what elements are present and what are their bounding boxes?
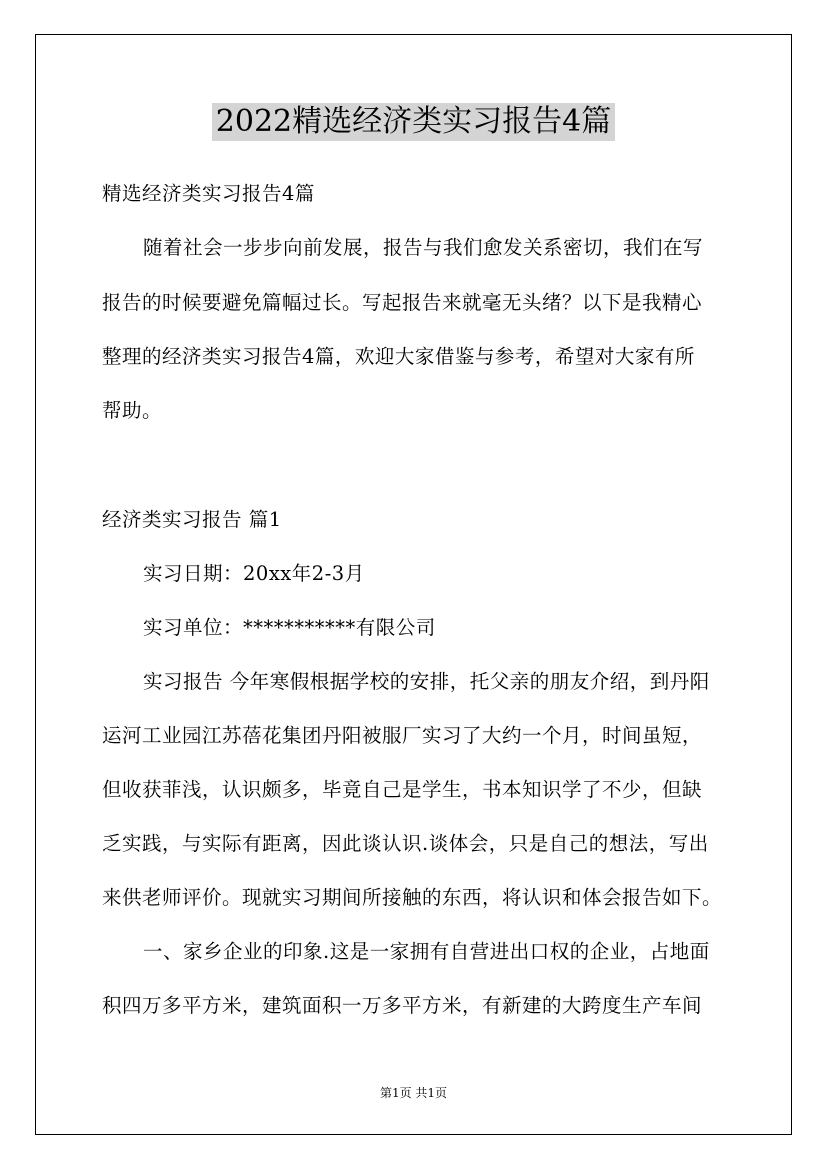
- intro-line: 整理的经济类实习报告4篇，欢迎大家借鉴与参考，希望对大家有所: [102, 345, 695, 368]
- report-line: 来供老师评价。现就实习期间所接触的东西，将认识和体会报告如下。: [102, 886, 723, 909]
- document-title: 2022精选经济类实习报告4篇: [212, 103, 615, 141]
- internship-unit: 实习单位：***********有限公司: [143, 616, 436, 639]
- intro-line: 报告的时候要避免篇幅过长。写起报告来就毫无头绪？以下是我精心: [102, 291, 703, 314]
- intro-line: 随着社会一步步向前发展，报告与我们愈发关系密切，我们在写: [143, 236, 704, 259]
- impression-line: 积四万多平方米，建筑面积一万多平方米，有新建的大跨度生产车间: [102, 994, 703, 1017]
- document-subtitle: 精选经济类实习报告4篇: [102, 182, 315, 205]
- report-line: 运河工业园江苏蓓花集团丹阳被服厂实习了大约一个月，时间虽短，: [102, 724, 703, 747]
- intro-line: 帮助。: [102, 399, 163, 422]
- section-heading: 经济类实习报告 篇1: [102, 508, 282, 531]
- page-number-footer: 第1页 共1页: [379, 1086, 448, 1100]
- internship-date: 实习日期：20xx年2-3月: [143, 562, 365, 585]
- report-line: 实习报告 今年寒假根据学校的安排，托父亲的朋友介绍，到丹阳: [143, 670, 710, 693]
- report-line: 但收获菲浅，认识颇多，毕竟自己是学生，书本知识学了不少，但缺: [102, 778, 703, 801]
- title-container: [0, 103, 827, 141]
- impression-line: 一、家乡企业的印象.这是一家拥有自营进出口权的企业，占地面: [143, 940, 710, 963]
- report-line: 乏实践，与实际有距离，因此谈认识.谈体会，只是自己的想法，写出: [102, 832, 709, 855]
